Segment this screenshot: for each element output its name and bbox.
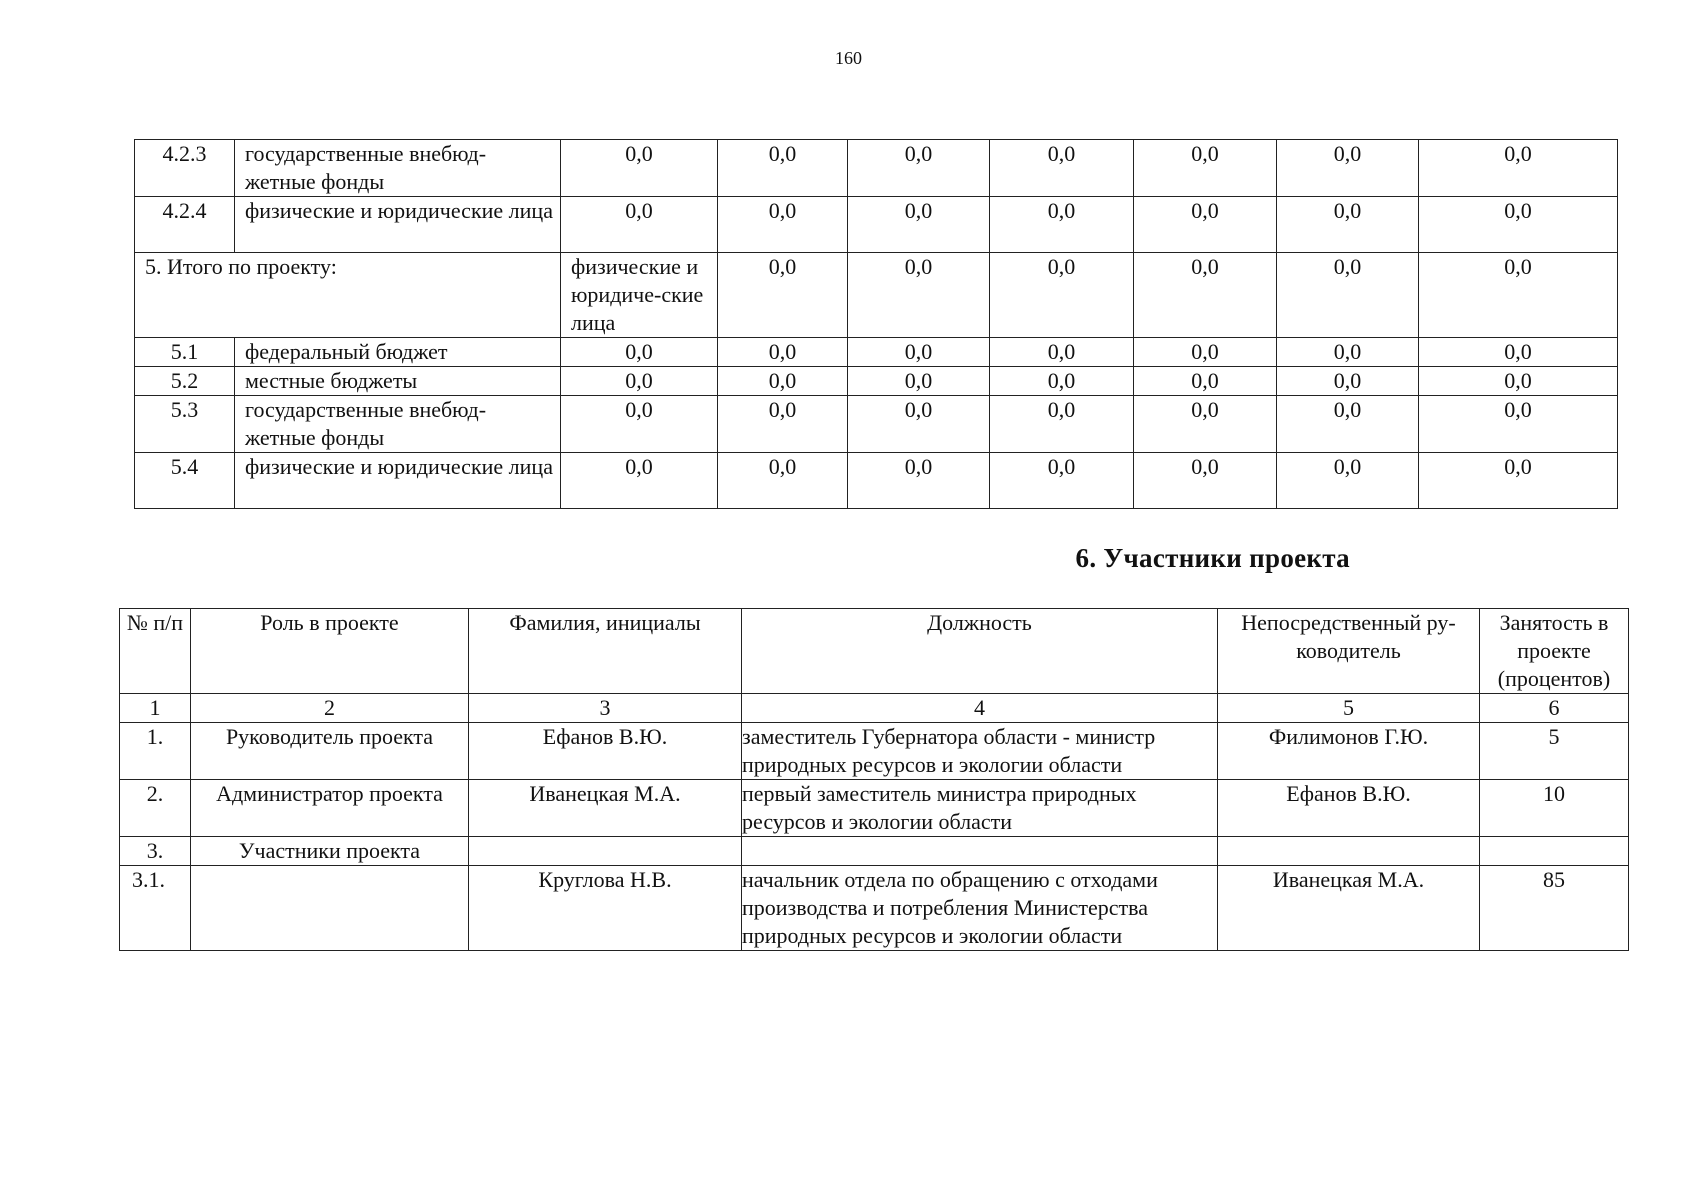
value-cell: 0,0 <box>561 338 718 367</box>
column-number: 6 <box>1480 694 1629 723</box>
row-label: местные бюджеты <box>235 367 561 396</box>
budget-row <box>135 453 1618 509</box>
value-cell: 0,0 <box>1419 338 1618 367</box>
participants-table <box>119 608 1629 951</box>
value-cell: 0,0 <box>1134 253 1277 338</box>
participant-load <box>1480 837 1629 866</box>
participant-name: Ефанов В.Ю. <box>469 723 742 780</box>
participant-load: 10 <box>1480 780 1629 837</box>
budget-row <box>135 197 1618 253</box>
row-label: федеральный бюджет <box>235 338 561 367</box>
value-cell: 0,0 <box>1419 140 1618 197</box>
total-source: физические и юридиче-ские лица <box>561 253 718 338</box>
participant-manager: Филимонов Г.Ю. <box>1218 723 1480 780</box>
value-cell: 0,0 <box>990 197 1134 253</box>
value-cell: 0,0 <box>1277 140 1419 197</box>
participant-manager <box>1218 837 1480 866</box>
participant-position: начальник отдела по обращению с отходами производства и потребления Министерства природных ресурсов и экологии области <box>742 866 1218 951</box>
row-number: 4.2.3 <box>135 140 235 197</box>
row-number: 5.3 <box>135 396 235 453</box>
participant-number: 3.1. <box>120 866 191 951</box>
participant-role: Администратор проекта <box>191 780 469 837</box>
value-cell: 0,0 <box>1277 197 1419 253</box>
value-cell: 0,0 <box>1277 367 1419 396</box>
column-number: 4 <box>742 694 1218 723</box>
participant-number: 3. <box>120 837 191 866</box>
value-cell: 0,0 <box>1134 396 1277 453</box>
value-cell: 0,0 <box>848 367 990 396</box>
participant-position: первый заместитель министра природных ресурсов и экологии области <box>742 780 1218 837</box>
participant-number: 2. <box>120 780 191 837</box>
participant-load: 5 <box>1480 723 1629 780</box>
value-cell: 0,0 <box>848 253 990 338</box>
value-cell: 0,0 <box>848 453 990 509</box>
row-label: государственные внебюд-жетные фонды <box>235 140 561 197</box>
column-header: Непосредственный ру-ководитель <box>1218 609 1480 694</box>
budget-table <box>134 139 1618 509</box>
total-label: 5. Итого по проекту: <box>135 253 561 338</box>
value-cell: 0,0 <box>1134 197 1277 253</box>
value-cell: 0,0 <box>990 253 1134 338</box>
column-number: 5 <box>1218 694 1480 723</box>
value-cell: 0,0 <box>990 338 1134 367</box>
value-cell: 0,0 <box>718 396 848 453</box>
participant-role: Руководитель проекта <box>191 723 469 780</box>
page-number: 160 <box>835 48 862 68</box>
value-cell: 0,0 <box>1419 253 1618 338</box>
value-cell: 0,0 <box>561 453 718 509</box>
value-cell: 0,0 <box>990 396 1134 453</box>
row-number: 5.2 <box>135 367 235 396</box>
column-header: Фамилия, инициалы <box>469 609 742 694</box>
value-cell: 0,0 <box>718 453 848 509</box>
budget-row <box>135 140 1618 197</box>
participant-role: Участники проекта <box>191 837 469 866</box>
participant-row <box>120 780 1629 837</box>
value-cell: 0,0 <box>848 338 990 367</box>
value-cell: 0,0 <box>1419 367 1618 396</box>
value-cell: 0,0 <box>1277 253 1419 338</box>
budget-row <box>135 367 1618 396</box>
participant-position <box>742 837 1218 866</box>
value-cell: 0,0 <box>1277 396 1419 453</box>
value-cell: 0,0 <box>1134 140 1277 197</box>
row-number: 4.2.4 <box>135 197 235 253</box>
row-label: физические и юридические лица <box>235 197 561 253</box>
column-header: № п/п <box>120 609 191 694</box>
column-number: 2 <box>191 694 469 723</box>
value-cell: 0,0 <box>718 197 848 253</box>
participant-name: Иванецкая М.А. <box>469 780 742 837</box>
participant-row <box>120 866 1629 951</box>
column-header: Занятость в проекте (процентов) <box>1480 609 1629 694</box>
participant-row <box>120 723 1629 780</box>
value-cell: 0,0 <box>1134 338 1277 367</box>
participant-role <box>191 866 469 951</box>
value-cell: 0,0 <box>561 140 718 197</box>
value-cell: 0,0 <box>1419 197 1618 253</box>
value-cell: 0,0 <box>718 253 848 338</box>
value-cell: 0,0 <box>718 367 848 396</box>
value-cell: 0,0 <box>561 197 718 253</box>
column-header: Должность <box>742 609 1218 694</box>
column-number: 1 <box>120 694 191 723</box>
value-cell: 0,0 <box>848 396 990 453</box>
column-number-row <box>120 694 1629 723</box>
value-cell: 0,0 <box>561 367 718 396</box>
participant-name <box>469 837 742 866</box>
value-cell: 0,0 <box>848 140 990 197</box>
section-title: 6. Участники проекта <box>1075 543 1350 573</box>
value-cell: 0,0 <box>990 453 1134 509</box>
participant-manager: Иванецкая М.А. <box>1218 866 1480 951</box>
value-cell: 0,0 <box>1419 396 1618 453</box>
row-label: физические и юридические лица <box>235 453 561 509</box>
value-cell: 0,0 <box>1277 453 1419 509</box>
column-header: Роль в проекте <box>191 609 469 694</box>
row-label: государственные внебюд-жетные фонды <box>235 396 561 453</box>
participant-load: 85 <box>1480 866 1629 951</box>
value-cell: 0,0 <box>1277 338 1419 367</box>
participant-row <box>120 837 1629 866</box>
value-cell: 0,0 <box>1419 453 1618 509</box>
column-number: 3 <box>469 694 742 723</box>
value-cell: 0,0 <box>561 396 718 453</box>
participant-name: Круглова Н.В. <box>469 866 742 951</box>
value-cell: 0,0 <box>990 140 1134 197</box>
participant-number: 1. <box>120 723 191 780</box>
participant-position: заместитель Губернатора области - министр природных ресурсов и экологии области <box>742 723 1218 780</box>
row-number: 5.1 <box>135 338 235 367</box>
participants-header-row <box>120 609 1629 694</box>
value-cell: 0,0 <box>718 140 848 197</box>
value-cell: 0,0 <box>990 367 1134 396</box>
participant-manager: Ефанов В.Ю. <box>1218 780 1480 837</box>
value-cell: 0,0 <box>718 338 848 367</box>
budget-row <box>135 396 1618 453</box>
value-cell: 0,0 <box>1134 453 1277 509</box>
budget-total-row <box>135 253 1618 338</box>
budget-row <box>135 338 1618 367</box>
row-number: 5.4 <box>135 453 235 509</box>
value-cell: 0,0 <box>1134 367 1277 396</box>
value-cell: 0,0 <box>848 197 990 253</box>
